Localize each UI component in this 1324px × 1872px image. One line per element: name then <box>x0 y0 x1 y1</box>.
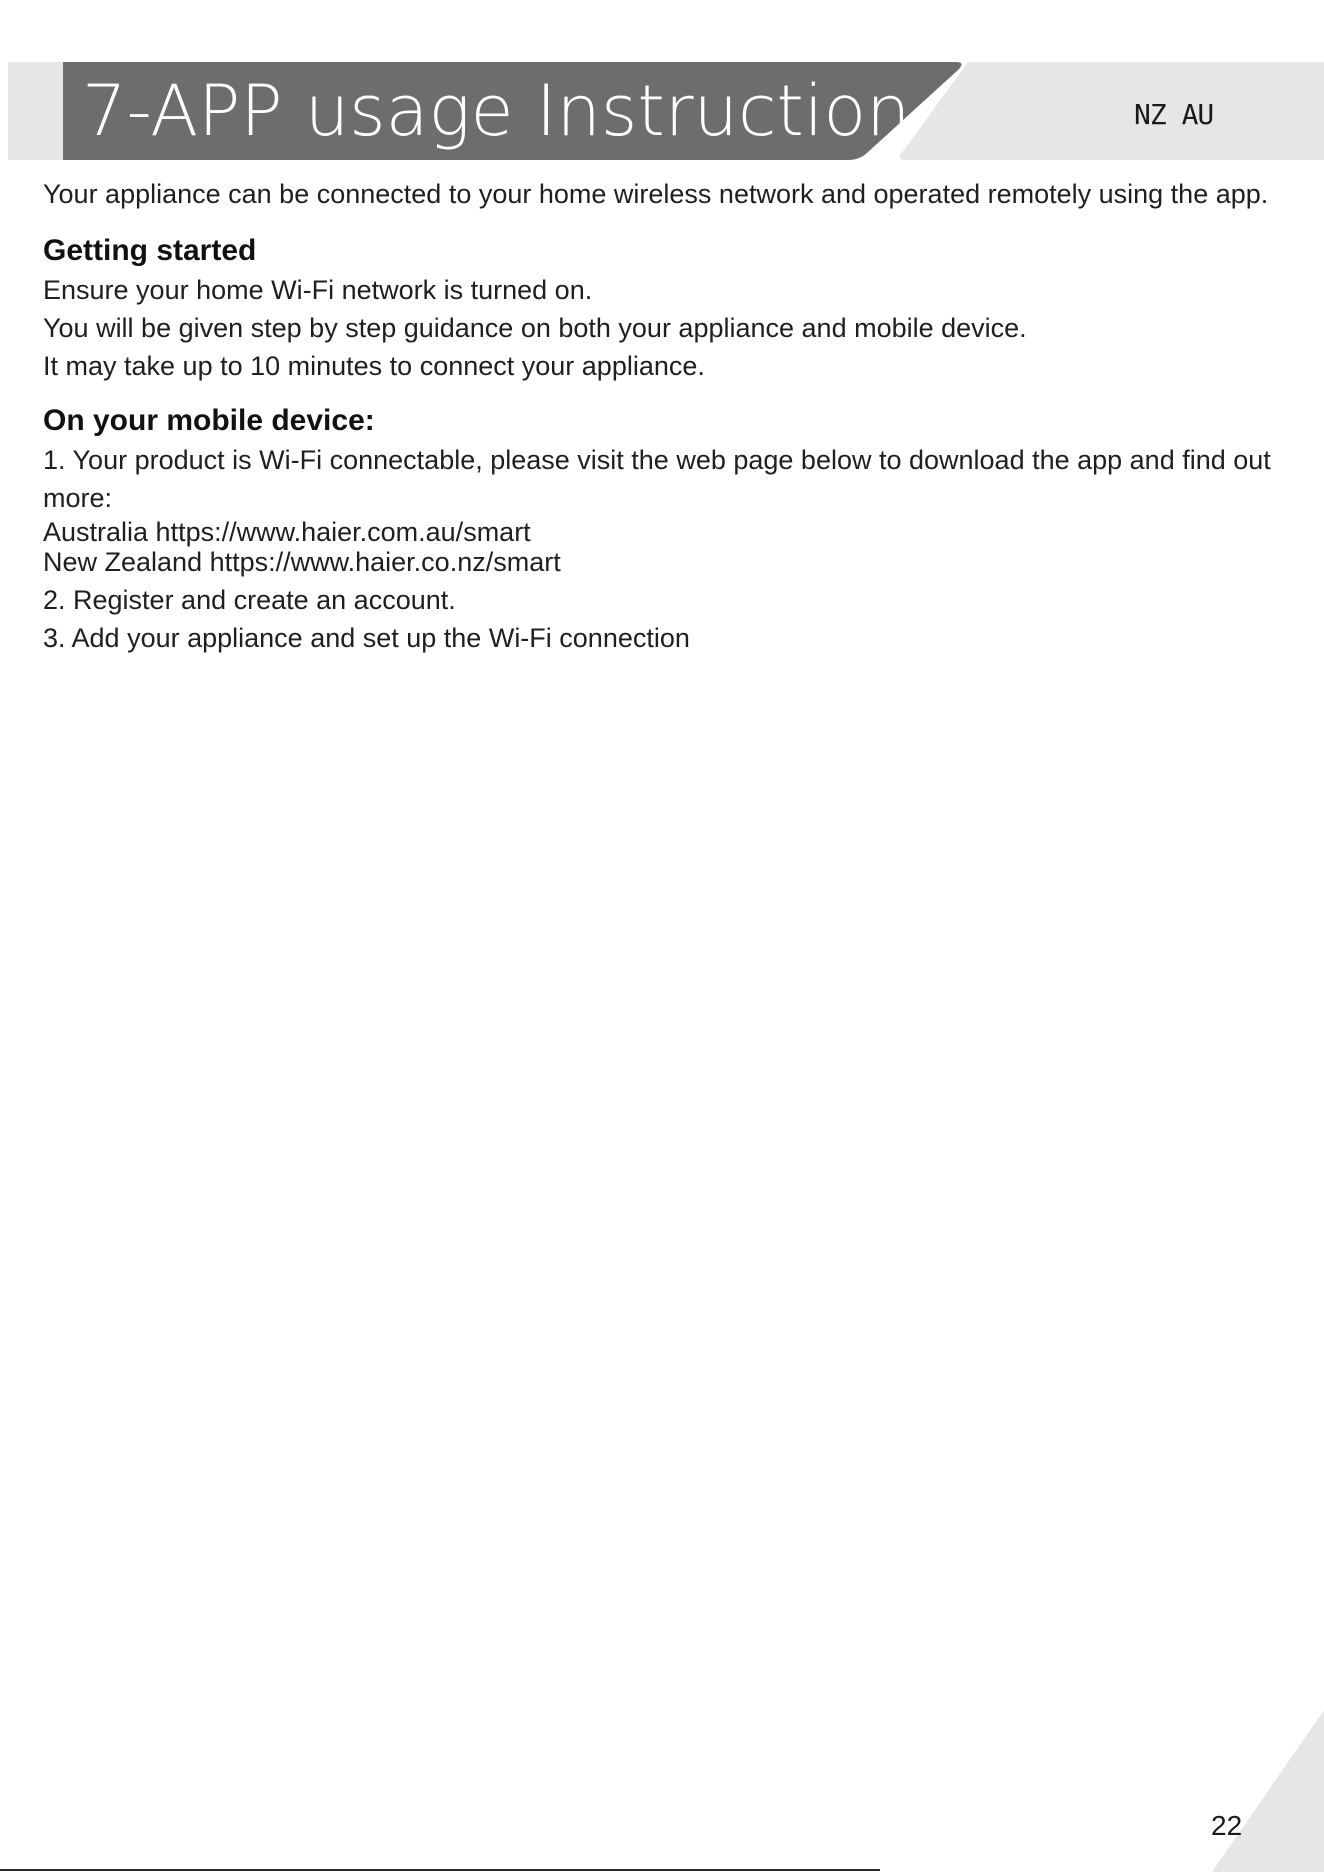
mobile-steps <box>43 441 1288 657</box>
intro-paragraph: Your appliance can be connected to your home wireless network and operated remotely using the app. <box>43 179 1269 209</box>
footer-rule <box>0 1869 880 1871</box>
step-3: 3. Add your appliance and set up the Wi-Fi connection <box>43 623 690 653</box>
heading-getting-started: Getting started <box>43 234 257 267</box>
section-title: 7-APP usage Instruction <box>82 70 911 152</box>
link-new-zealand[interactable]: New Zealand https://www.haier.co.nz/smart <box>43 547 561 577</box>
page-number: 22 <box>1211 1810 1243 1841</box>
link-australia[interactable]: Australia https://www.haier.com.au/smart <box>43 517 531 547</box>
download-links <box>43 517 1288 577</box>
page-corner-decoration <box>1212 1710 1324 1872</box>
getting-started-list <box>43 271 1288 385</box>
step-1: 1. Your product is Wi-Fi connectable, please visit the web page below to download the app and find out more: <box>43 445 1271 513</box>
step-2: 2. Register and create an account. <box>43 585 456 615</box>
getting-started-line: Ensure your home Wi-Fi network is turned on. <box>43 275 593 305</box>
header-light-band <box>8 62 63 160</box>
heading-mobile-device: On your mobile device: <box>43 404 375 437</box>
main-content <box>43 175 1288 657</box>
header-region-tab <box>900 62 1324 160</box>
region-tag: NZ AU <box>1134 98 1214 131</box>
getting-started-line: You will be given step by step guidance on both your appliance and mobile device. <box>43 313 1027 343</box>
getting-started-line: It may take up to 10 minutes to connect your appliance. <box>43 351 705 381</box>
